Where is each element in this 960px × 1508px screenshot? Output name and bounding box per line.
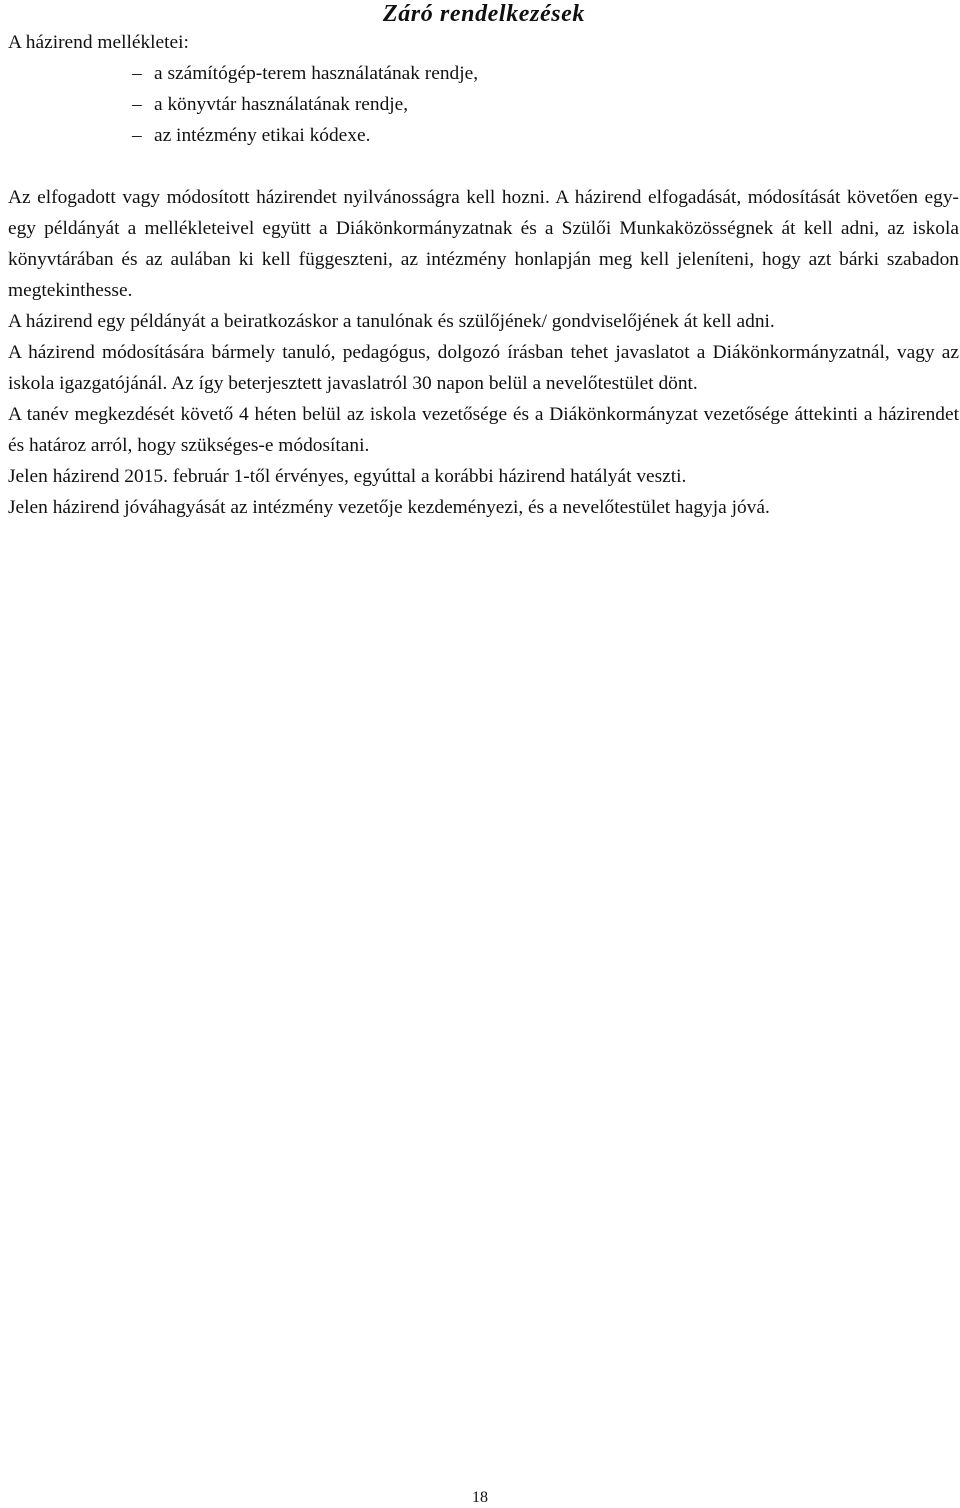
page-number: 18	[472, 1489, 488, 1506]
dash-bullet-icon: –	[132, 125, 142, 146]
paragraph-publication: Az elfogadott vagy módosított házirendet nyilvánosságra kell hozni. A házirend elfogadását, módosítását követően egy-egy példányát a mellékleteivel együtt a Diákönkormányzatnak és a Szülői Munkaközösségnek át kell adni, az iskola könyvtárában és az aulában ki kell függeszteni, az intézmény honlapján meg kell jeleníteni, hogy azt bárki szabadon megtekinthesse.	[8, 187, 959, 301]
paragraph-approval: Jelen házirend jóváhagyását az intézmény vezetője kezdeményezi, és a nevelőtestület hagyja jóvá.	[8, 497, 770, 518]
section-title	[8, 0, 959, 27]
dash-bullet-icon: –	[132, 94, 142, 115]
paragraph-effective-date: Jelen házirend 2015. február 1-től érvényes, egyúttal a korábbi házirend hatályát veszti.	[8, 466, 687, 487]
annex-item	[8, 58, 959, 89]
annex-list	[8, 58, 959, 151]
paragraph-enrollment-copy: A házirend egy példányát a beiratkozáskor a tanulónak és szülőjének/ gondviselőjének át kell adni.	[8, 311, 775, 332]
blank-line	[8, 151, 959, 182]
document-page	[8, 0, 959, 523]
paragraph-amendment-proposal: A házirend módosítására bármely tanuló, pedagógus, dolgozó írásban tehet javaslatot a Diákönkormányzatnál, vagy az iskola igazgatójánál. Az így beterjesztett javaslatról 30 napon belül a nevelőtestület dönt.	[8, 342, 959, 394]
section-title-text: Záró rendelkezések	[382, 1, 586, 27]
annex-item-text: a számítógép-terem használatának rendje,	[154, 63, 479, 84]
annex-item	[8, 89, 959, 120]
annexes-intro: A házirend mellékletei:	[8, 32, 189, 53]
annex-item-text: az intézmény etikai kódexe.	[154, 125, 371, 146]
annex-item-text: a könyvtár használatának rendje,	[154, 94, 409, 115]
dash-bullet-icon: –	[132, 63, 142, 84]
paragraph-annual-review: A tanév megkezdését követő 4 héten belül az iskola vezetősége és a Diákönkormányzat vezetősége áttekinti a házirendet és határoz arról, hogy szükséges-e módosítani.	[8, 404, 959, 456]
annex-item	[8, 120, 959, 151]
